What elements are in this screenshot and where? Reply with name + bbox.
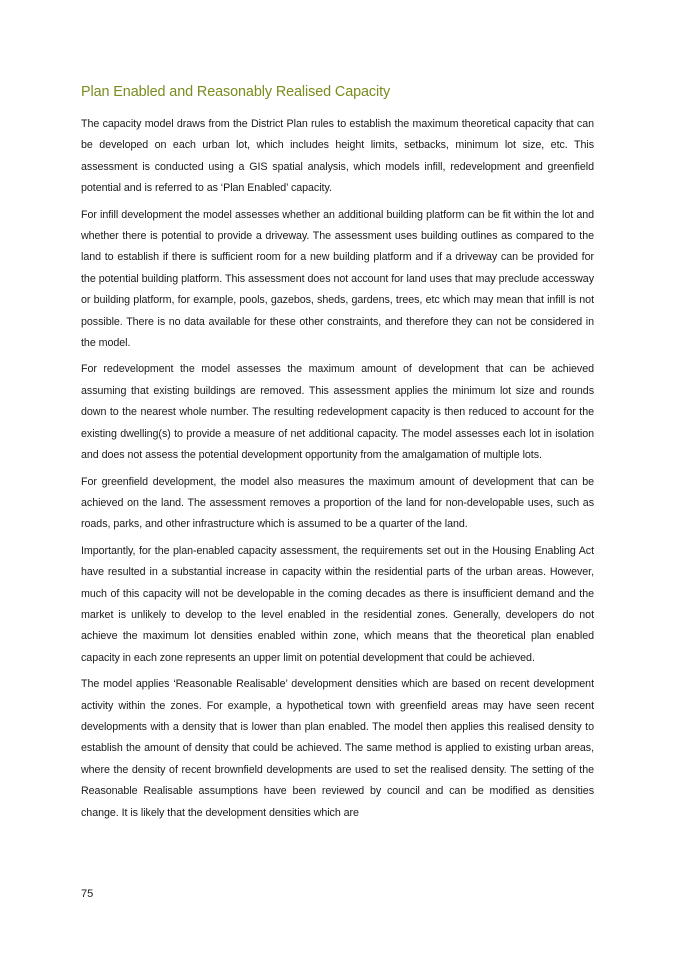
paragraph-reasonable-realisable: The model applies ‘Reasonable Realisable’ development densities which are based on recent development activity within the zones. For example, a hypothetical town with greenfield areas may have seen recent developments with a density that is lower than plan enabled. The model then applies this realised density to establish the amount of density that could be achieved. The same method is applied to existing urban areas, where the density of recent brownfield developments are used to set the realised density. The setting of the Reasonable Realisable assumptions have been reviewed by council and can be modified as densities change. It is likely that the development densities which are [81, 678, 594, 819]
paragraph-redevelopment: For redevelopment the model assesses the maximum amount of development that can be achieved assuming that existing buildings are removed. This assessment applies the minimum lot size and rounds down to the nearest whole number. The resulting redevelopment capacity is then reduced to account for the existing dwelling(s) to provide a measure of net additional capacity. The model assesses each lot in isolation and does not assess the potential development opportunity from the amalgamation of multiple lots. [81, 363, 594, 462]
document-page [81, 82, 594, 829]
paragraph-plan-enabled-overview: The capacity model draws from the District Plan rules to establish the maximum theoretical capacity that can be developed on each urban lot, which includes height limits, setbacks, minimum lot size, etc. This assessment is conducted using a GIS spatial analysis, which models infill, redevelopment and greenfield potential and is referred to as ‘Plan Enabled’ capacity. [81, 118, 594, 195]
paragraph-housing-enabling-act: Importantly, for the plan-enabled capacity assessment, the requirements set out in the Housing Enabling Act have resulted in a substantial increase in capacity within the residential parts of the urban areas. However, much of this capacity will not be developable in the coming decades as there is insufficient demand and the market is unlikely to develop to the level enabled in the residential zones. Generally, developers do not achieve the maximum lot densities enabled within zone, which means that the theoretical plan enabled capacity in each zone represents an upper limit on potential development that could be achieved. [81, 544, 594, 664]
page-number: 75 [81, 888, 94, 900]
paragraph-greenfield-development: For greenfield development, the model also measures the maximum amount of development that can be achieved on the land. The assessment removes a proportion of the land for non-developable uses, such as roads, parks, and other infrastructure which is assumed to be a quarter of the land. [81, 475, 594, 531]
section-heading: Plan Enabled and Reasonably Realised Capacity [81, 84, 391, 100]
paragraph-infill-development: For infill development the model assesses whether an additional building platform can be fit within the lot and whether there is potential to provide a driveway. The assessment uses building outlines as compared to the land to establish if there is sufficient room for a new building platform and if a driveway can be provided for the potential building platform. This assessment does not account for land uses that may preclude accessway or building platform, for example, pools, gazebos, sheds, gardens, trees, etc which may mean that infill is not possible. There is no data available for these other constraints, and therefore they can not be considered in the model. [81, 208, 594, 350]
